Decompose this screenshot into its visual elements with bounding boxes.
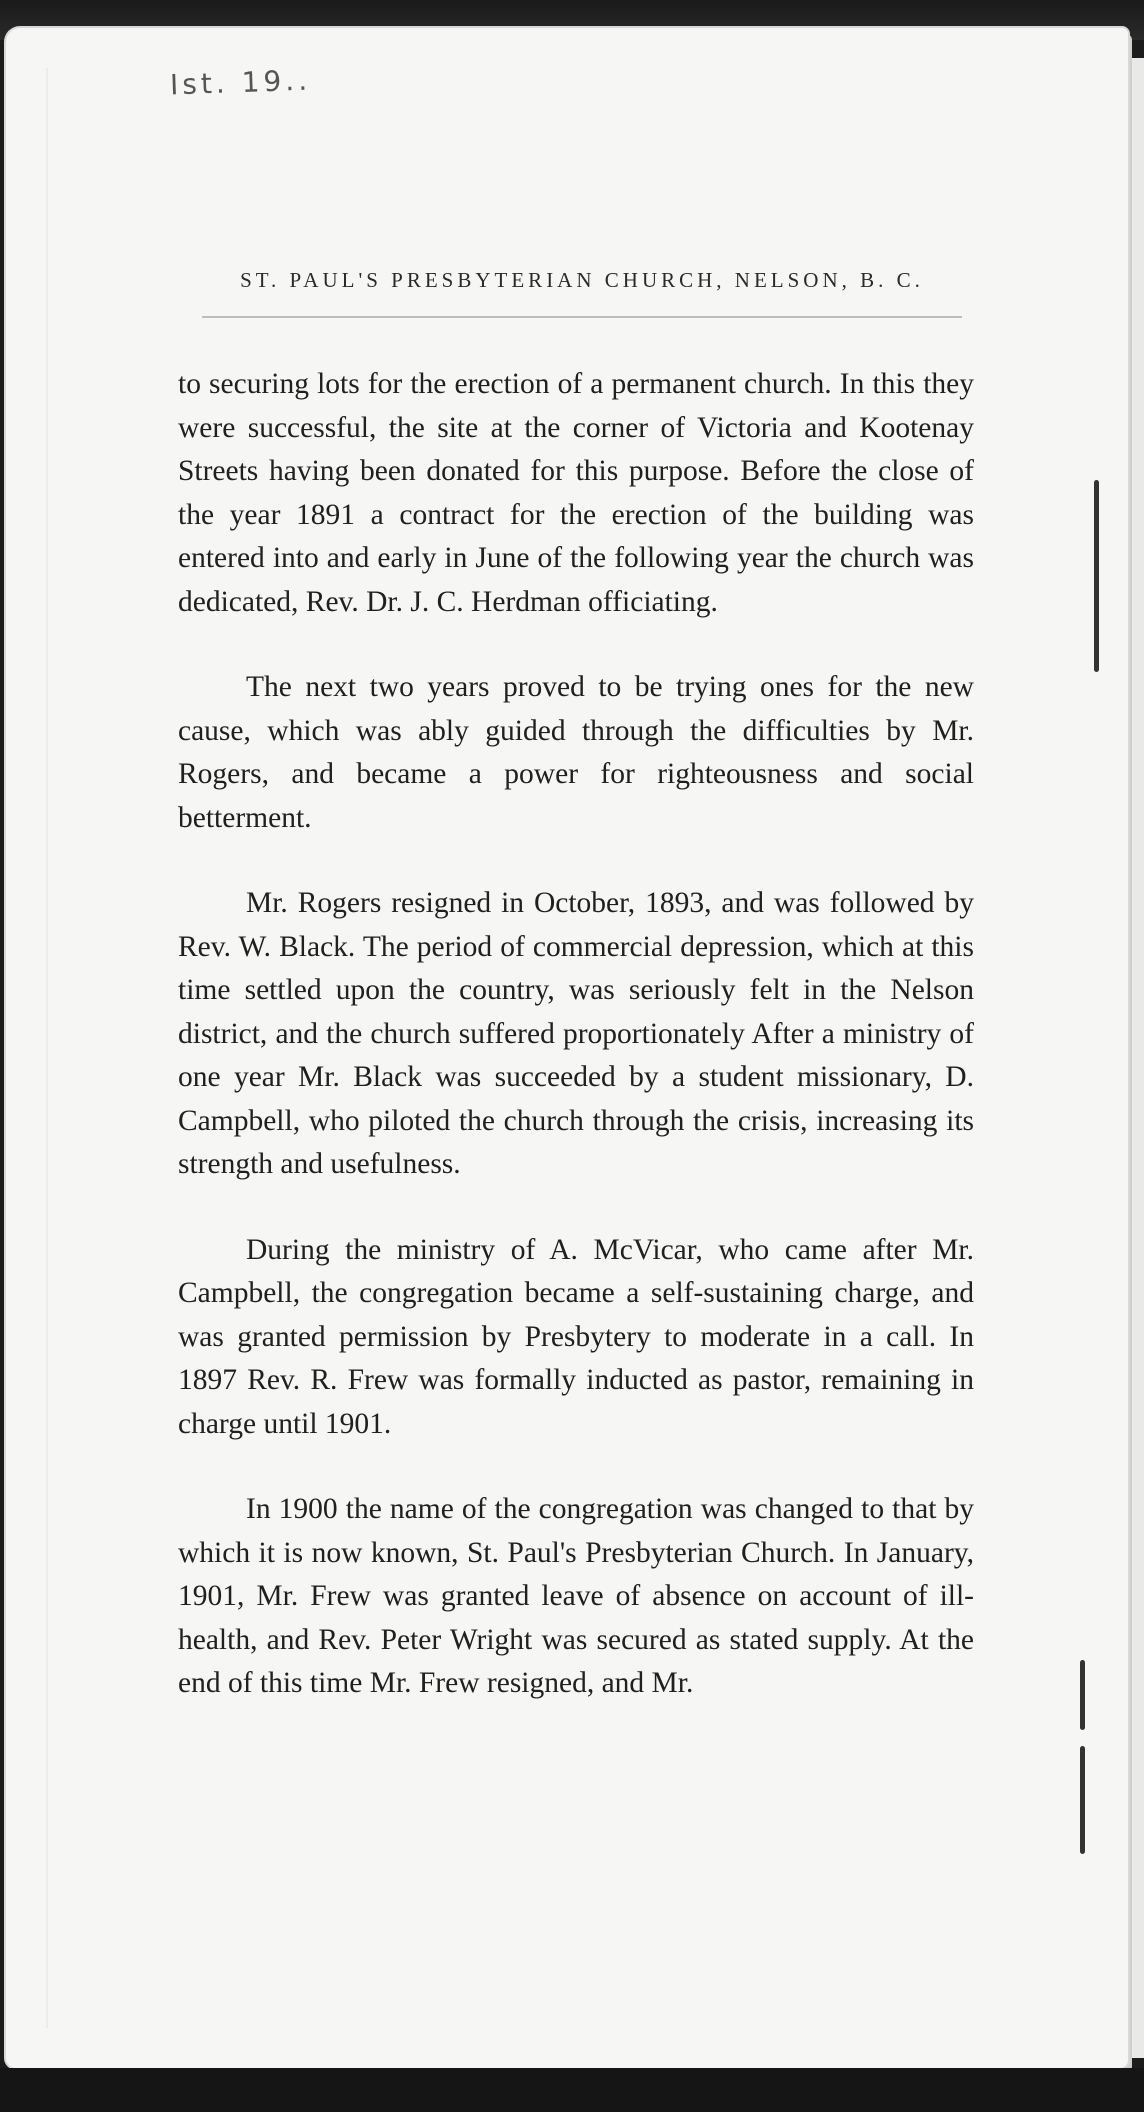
- header-divider: [202, 316, 962, 318]
- paragraph: Mr. Rogers resigned in October, 1893, and was followed by Rev. W. Black. The period of commercial depression, which at this time settled upon the country, was seriously felt in the Nelson district, and the church suffered proportionately After a ministry of one year Mr. Black was succeeded by a student missionary, D. Campbell, who piloted the church through the crisis, increasing its strength and usefulness.: [178, 887, 974, 1180]
- margin-bracket-mark: [1080, 1660, 1085, 1730]
- document-page: [6, 28, 1128, 2068]
- scan-background-bottom: [0, 2068, 1144, 2112]
- margin-bracket-mark: [1094, 480, 1099, 672]
- body-text: [178, 363, 974, 1706]
- paragraph: During the ministry of A. McVicar, who came after Mr. Campbell, the congregation became a self-sustaining charge, and was granted permission by Presbytery to moderate in a call. In 1897 Rev. R. Frew was formally inducted as pastor, remaining in charge until 1901.: [178, 1233, 974, 1440]
- running-header: ST. PAUL'S PRESBYTERIAN CHURCH, NELSON, B. C.: [240, 268, 924, 292]
- paragraph: In 1900 the name of the congregation was changed to that by which it is now known, St. Paul's Presbyterian Church. In January, 1901, Mr. Frew was granted leave of absence on account of ill-health, and Rev. Peter Wright was secured as stated supply. At the end of this time Mr. Frew resigned, and Mr.: [178, 1493, 974, 1699]
- margin-bracket-mark: [1080, 1746, 1085, 1854]
- paragraph: to securing lots for the erection of a permanent church. In this they were successful, the site at the corner of Victoria and Kootenay Streets having been donated for this purpose. Before the close of the year 1891 a contract for the erection of the building was entered into and early in June of the following year the church was dedicated, Rev. Dr. J. C. Herdman officiating.: [178, 368, 974, 618]
- paragraph: The next two years proved to be trying ones for the new cause, which was ably guided through the difficulties by Mr. Rogers, and became a power for righteousness and social betterment.: [178, 671, 974, 834]
- handwritten-note: Ist. 19..: [169, 63, 312, 102]
